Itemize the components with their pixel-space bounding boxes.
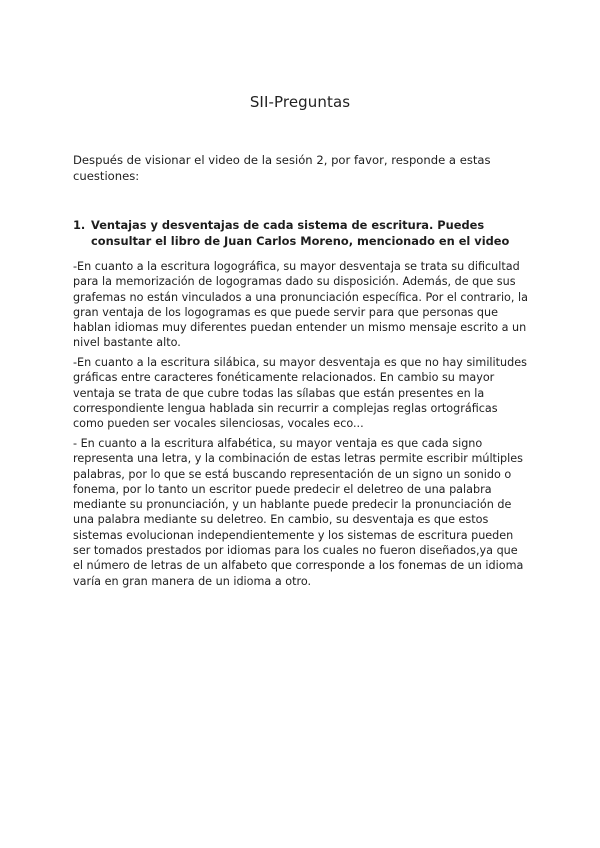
question-number: 1. bbox=[73, 218, 86, 232]
page-title: SII-Preguntas bbox=[249, 93, 351, 111]
question-text: Ventajas y desventajas de cada sistema de escritura. Puedes consultar el libro de Juan Carlos Moreno, mencionado en el video bbox=[91, 218, 510, 248]
question-item bbox=[73, 218, 529, 249]
answer-syllabic: -En cuanto a la escritura silábica, su mayor desventaja es que no hay similitudes gráficas entre caracteres fonéticamente relacionados. En cambio su mayor ventaja se trata de que cubre todas las sílabas que están presentes en la correspondiente lengua hablada sin recurrir a complejas reglas ortográficas como pueden ser vocales silenciosas, vocales eco... bbox=[73, 356, 527, 431]
intro-paragraph: Después de visionar el video de la sesión 2, por favor, responde a estas cuestiones: bbox=[73, 153, 491, 183]
answer-logographic: -En cuanto a la escritura logográfica, su mayor desventaja se trata su dificultad para la memorización de logogramas dado su disposición. Además, de que sus grafemas no están vinculados a una pronunciación específica. Por el contrario, la gran ventaja de los logogramas es que puede servir para que personas que hablan idiomas muy diferentes puedan entender un mismo mensaje escrito a un nivel bastante alto. bbox=[73, 260, 528, 350]
answer-alphabetic: - En cuanto a la escritura alfabética, su mayor ventaja es que cada signo representa una letra, y la combinación de estas letras permite escribir múltiples palabras, por lo que se está buscando representación de un signo un sonido o fonema, por lo tanto un escritor puede predecir el deletreo de una palabra mediante su pronunciación, y un hablante puede predecir la pronunciación de una palabra mediante su deletreo. En cambio, su desventaja es que estos sistemas evolucionan independientemente y los sistemas de escritura pueden ser tomados prestados por idiomas para los cuales no fueron diseñados,ya que el número de letras de un alfabeto que corresponde a los fonemas de un idioma varía en gran manera de un idioma a otro. bbox=[73, 437, 524, 588]
